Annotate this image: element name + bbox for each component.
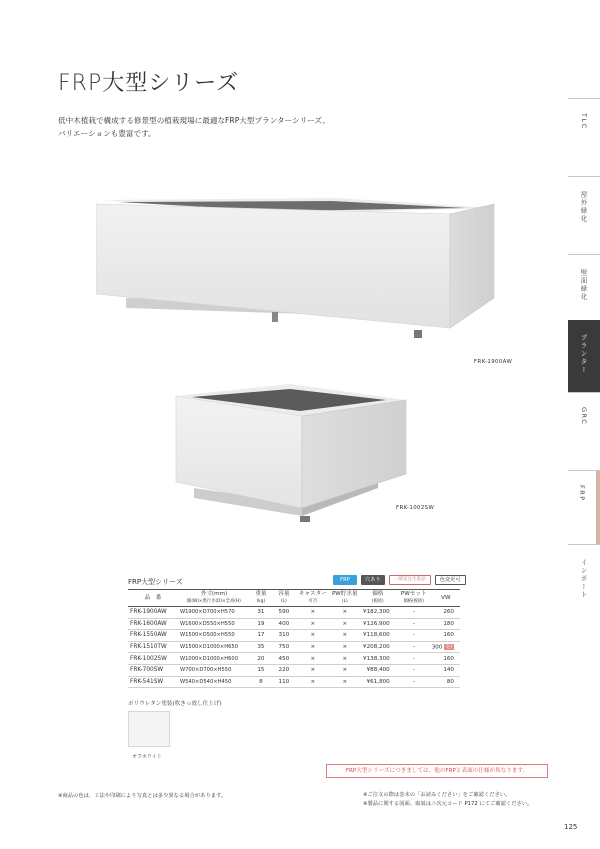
footer-notes-right	[363, 791, 532, 809]
cell-weight: 15	[250, 664, 272, 676]
cell-vw: 260	[432, 607, 460, 619]
cell-name: FRK-1510TW	[128, 641, 178, 653]
tag-frp: FRP	[333, 575, 357, 585]
footer-note-left: ※商品の色は、工法や印刷により写真とは多少異なる場合があります。	[58, 793, 227, 799]
planter-large-image	[96, 194, 496, 346]
cell-price: ¥88,400	[360, 664, 396, 676]
table-row	[128, 630, 460, 642]
table-row	[128, 618, 460, 630]
planter-small-image	[172, 382, 412, 528]
cell-capacity: 590	[272, 607, 296, 619]
table-row	[128, 607, 460, 619]
intro-line-2: バリエーションも豊富です。	[58, 129, 156, 138]
cell-pw-set: -	[396, 653, 432, 665]
header-caster: キャスター 可否	[296, 590, 330, 607]
cell-capacity: 750	[272, 641, 296, 653]
footer-note-drawings: ※製品に関する図面、取説はニ次元コード P172 にてご確認ください。	[363, 801, 533, 807]
cell-pw-set: -	[396, 630, 432, 642]
cell-size: W1500×D1000×H650	[178, 641, 250, 653]
swatch-label: オフホワイト	[132, 754, 162, 760]
cell-pw: ×	[330, 653, 360, 665]
side-tab-import[interactable]: インポート	[568, 544, 600, 622]
cell-pw: ×	[330, 607, 360, 619]
cell-pw-set: -	[396, 641, 432, 653]
tag-hole: 穴あり	[361, 575, 385, 585]
cell-caster: ×	[296, 641, 330, 653]
spec-tags	[333, 575, 466, 585]
cell-caster: ×	[296, 618, 330, 630]
cell-pw: ×	[330, 664, 360, 676]
cell-pw-set: -	[396, 676, 432, 688]
cell-caster: ×	[296, 630, 330, 642]
side-tab-outdoor[interactable]: 屋外緑化	[568, 176, 600, 254]
header-size: 外寸(mm) 幅(W)×奥行き(D)×全高(H)	[178, 590, 250, 607]
cell-price: ¥182,300	[360, 607, 396, 619]
footer-note-order: ※ご注文の際は巻末の「お読みください」をご確認ください。	[363, 792, 511, 798]
header-pw: PW貯水量 (L)	[330, 590, 360, 607]
page-title: FRP大型シリーズ	[58, 71, 240, 96]
side-tab-wall[interactable]: 壁面緑化	[568, 254, 600, 320]
header-capacity: 容量 (L)	[272, 590, 296, 607]
side-tab-planter[interactable]: プランター	[568, 320, 600, 392]
cell-pw: ×	[330, 676, 360, 688]
cell-size: W1600×D550×H550	[178, 618, 250, 630]
table-row	[128, 664, 460, 676]
page-number: 125	[564, 823, 578, 831]
cell-name: FRK-700SW	[128, 664, 178, 676]
table-row	[128, 653, 460, 665]
cell-price: ¥208,200	[360, 641, 396, 653]
side-tab-grc[interactable]: GRC	[568, 392, 600, 470]
cell-vw: 180	[432, 618, 460, 630]
intro-text	[58, 114, 388, 140]
cell-weight: 31	[250, 607, 272, 619]
cell-capacity: 220	[272, 664, 296, 676]
cell-size: W540×D540×H450	[178, 676, 250, 688]
cell-price: ¥126,900	[360, 618, 396, 630]
side-tab-tlc[interactable]: TLC	[568, 98, 600, 176]
cell-pw-set: -	[396, 664, 432, 676]
cell-size: W700×D700×H550	[178, 664, 250, 676]
tag-color-change: 色変更可	[435, 575, 466, 585]
spec-table	[128, 589, 460, 688]
cell-weight: 17	[250, 630, 272, 642]
cell-capacity: 310	[272, 630, 296, 642]
cell-price: ¥118,600	[360, 630, 396, 642]
cell-vw: 160	[432, 630, 460, 642]
cell-price: ¥61,800	[360, 676, 396, 688]
spec-title: FRP大型シリーズ	[128, 578, 183, 586]
frp-notice: FRP大型シリーズにつきましては、他のFRPと表面の仕様が異なります。	[326, 764, 548, 778]
tag-made-to-order: 一部受注生産品	[389, 575, 431, 585]
cell-pw: ×	[330, 630, 360, 642]
header-vw: VW	[432, 590, 460, 607]
cell-pw: ×	[330, 641, 360, 653]
header-name: 品 番	[128, 590, 178, 607]
cell-weight: 19	[250, 618, 272, 630]
cell-vw: 80	[432, 676, 460, 688]
cell-vw: 300 受注	[432, 641, 460, 653]
cell-weight: 8	[250, 676, 272, 688]
cell-vw: 160	[432, 653, 460, 665]
header-pw-set: PWセット 価格(税抜)	[396, 590, 432, 607]
table-row	[128, 676, 460, 688]
side-tab-frp[interactable]: FRP	[568, 470, 600, 544]
cell-name: FRK-1900AW	[128, 607, 178, 619]
cell-capacity: 400	[272, 618, 296, 630]
cell-capacity: 110	[272, 676, 296, 688]
cell-weight: 20	[250, 653, 272, 665]
cell-caster: ×	[296, 607, 330, 619]
intro-line-1: 低中木植栽で構成する修景型の植栽現場に最適なFRP大型プランターシリーズ。	[58, 116, 330, 125]
coating-label: ポリウレタン塗装(吹きっ放し仕上げ)	[128, 701, 222, 707]
cell-caster: ×	[296, 676, 330, 688]
table-row	[128, 641, 460, 653]
planter-small-label: FRK-1002SW	[396, 505, 435, 511]
cell-price: ¥138,300	[360, 653, 396, 665]
cell-capacity: 450	[272, 653, 296, 665]
color-swatch-offwhite	[128, 711, 170, 747]
cell-name: FRK-541SW	[128, 676, 178, 688]
cell-weight: 35	[250, 641, 272, 653]
cell-caster: ×	[296, 664, 330, 676]
cell-caster: ×	[296, 653, 330, 665]
header-price: 価格 (税抜)	[360, 590, 396, 607]
cell-size: W1000×D1000×H600	[178, 653, 250, 665]
cell-name: FRK-1002SW	[128, 653, 178, 665]
cell-name: FRK-1600AW	[128, 618, 178, 630]
spec-header-row	[128, 590, 460, 607]
cell-pw-set: -	[396, 618, 432, 630]
cell-pw-set: -	[396, 607, 432, 619]
header-weight: 重量 (kg)	[250, 590, 272, 607]
cell-size: W1900×D700×H570	[178, 607, 250, 619]
made-to-order-badge: 受注	[445, 643, 453, 649]
cell-pw: ×	[330, 618, 360, 630]
planter-large-label: FRK-1900AW	[474, 359, 513, 365]
cell-size: W1500×D500×H550	[178, 630, 250, 642]
cell-vw: 140	[432, 664, 460, 676]
cell-name: FRK-1550AW	[128, 630, 178, 642]
